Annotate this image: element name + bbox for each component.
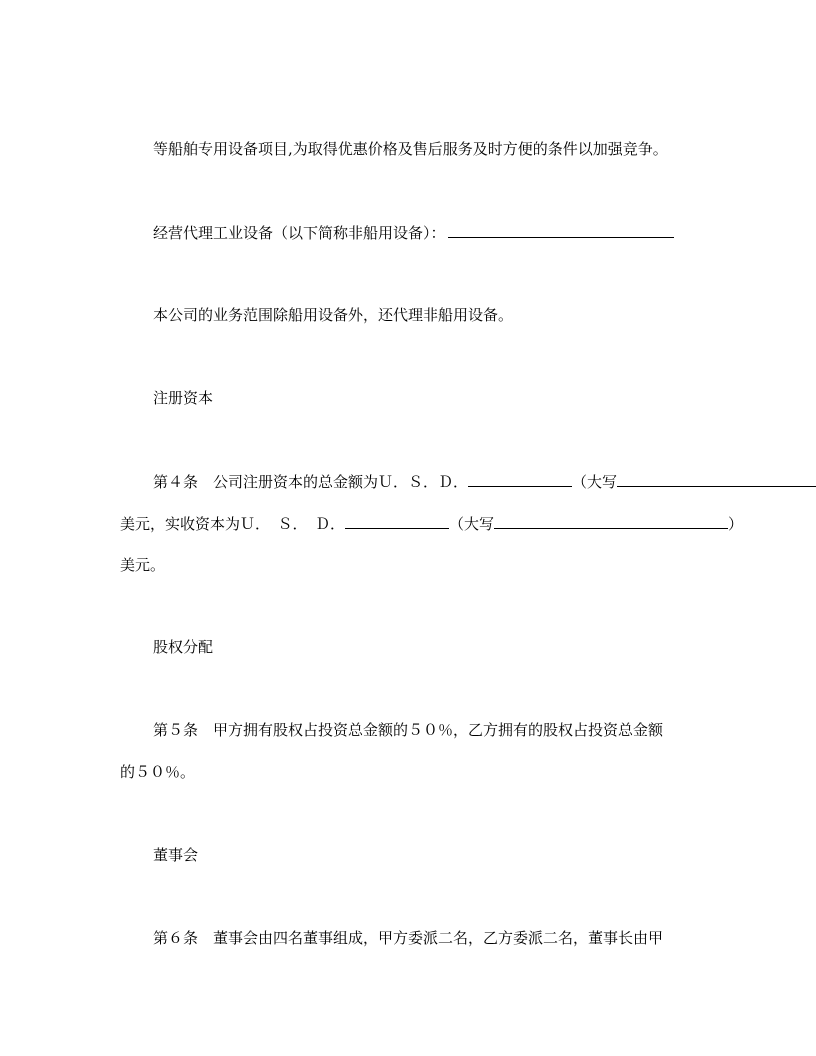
heading-equity-distribution: 股权分配 — [153, 638, 214, 656]
article-4-line-2 — [120, 514, 743, 534]
paid-in-words-blank — [494, 514, 728, 529]
article-4-line-3: 美元。 — [120, 556, 166, 574]
paid-in-words-label: （大写 — [449, 515, 495, 533]
heading-board-of-directors: 董事会 — [153, 846, 199, 864]
paid-in-capital-text: 美元，实收资本为Ｕ． Ｓ． Ｄ． — [120, 515, 346, 533]
paragraph-equipment-items: 等船舶专用设备项目,为取得优惠价格及售后服务及时方便的条件以加强竞争。 — [153, 140, 668, 158]
heading-registered-capital: 注册资本 — [153, 389, 214, 407]
non-marine-blank — [448, 223, 674, 238]
article-5-line-2: 的５０％。 — [120, 763, 196, 781]
capital-words-blank — [617, 472, 816, 487]
article-5-line-1: 第５条 甲方拥有股权占投资总金额的５０％，乙方拥有的股权占投资总金额 — [153, 721, 664, 739]
capital-words-label: （大写 — [572, 473, 618, 491]
article-4-text: 第４条 公司注册资本的总金额为Ｕ．Ｓ．Ｄ． — [153, 473, 469, 491]
paid-in-close-paren: ） — [728, 515, 744, 533]
non-marine-label: 经营代理工业设备（以下简称非船用设备）： — [153, 224, 446, 242]
article-6-line-1: 第６条 董事会由四名董事组成，甲方委派二名，乙方委派二名，董事长由甲 — [153, 929, 664, 947]
paid-in-amount-blank — [345, 514, 449, 529]
article-4-line-1 — [153, 472, 816, 492]
capital-amount-blank — [468, 472, 572, 487]
paragraph-non-marine-equipment — [153, 223, 674, 243]
paragraph-business-scope: 本公司的业务范围除船用设备外，还代理非船用设备。 — [153, 306, 514, 324]
